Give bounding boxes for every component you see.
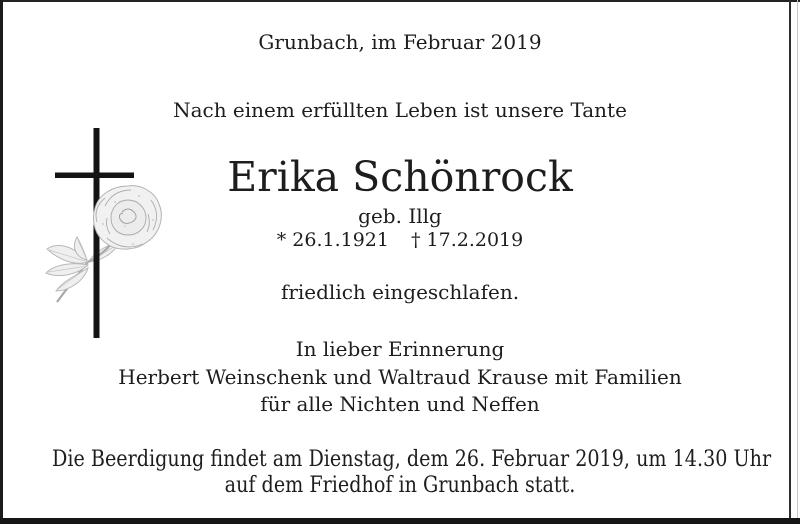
maiden-name: geb. Illg	[358, 204, 442, 228]
deceased-name: Erika Schönrock	[227, 153, 573, 201]
mourners-line-1: Herbert Weinschenk und Waltraud Krause mit Familien	[118, 365, 682, 389]
death-date: † 17.2.2019	[411, 229, 524, 251]
clipping-border-left	[0, 0, 3, 524]
passing-line: friedlich eingeschlafen.	[280, 280, 520, 304]
clipping-border-right-outer	[797, 0, 798, 520]
dateline: Grunbach, im Februar 2019	[258, 30, 542, 54]
clipping-border-right	[789, 0, 791, 520]
memory-heading: In lieber Erinnerung	[295, 337, 505, 361]
clipping-border-top	[0, 0, 800, 2]
intro-line: Nach einem erfüllten Leben ist unsere Tante	[173, 98, 627, 122]
funeral-info-line-1: Die Beerdigung findet am Dienstag, dem 26. Februar 2019, um 14.30 Uhr	[52, 447, 772, 472]
birth-date: * 26.1.1921	[276, 229, 389, 251]
funeral-info-line-2: auf dem Friedhof in Grunbach statt.	[224, 473, 576, 498]
life-dates	[0, 229, 800, 252]
clipping-border-bottom	[0, 518, 800, 524]
mourners-line-2: für alle Nichten und Neffen	[260, 392, 540, 416]
